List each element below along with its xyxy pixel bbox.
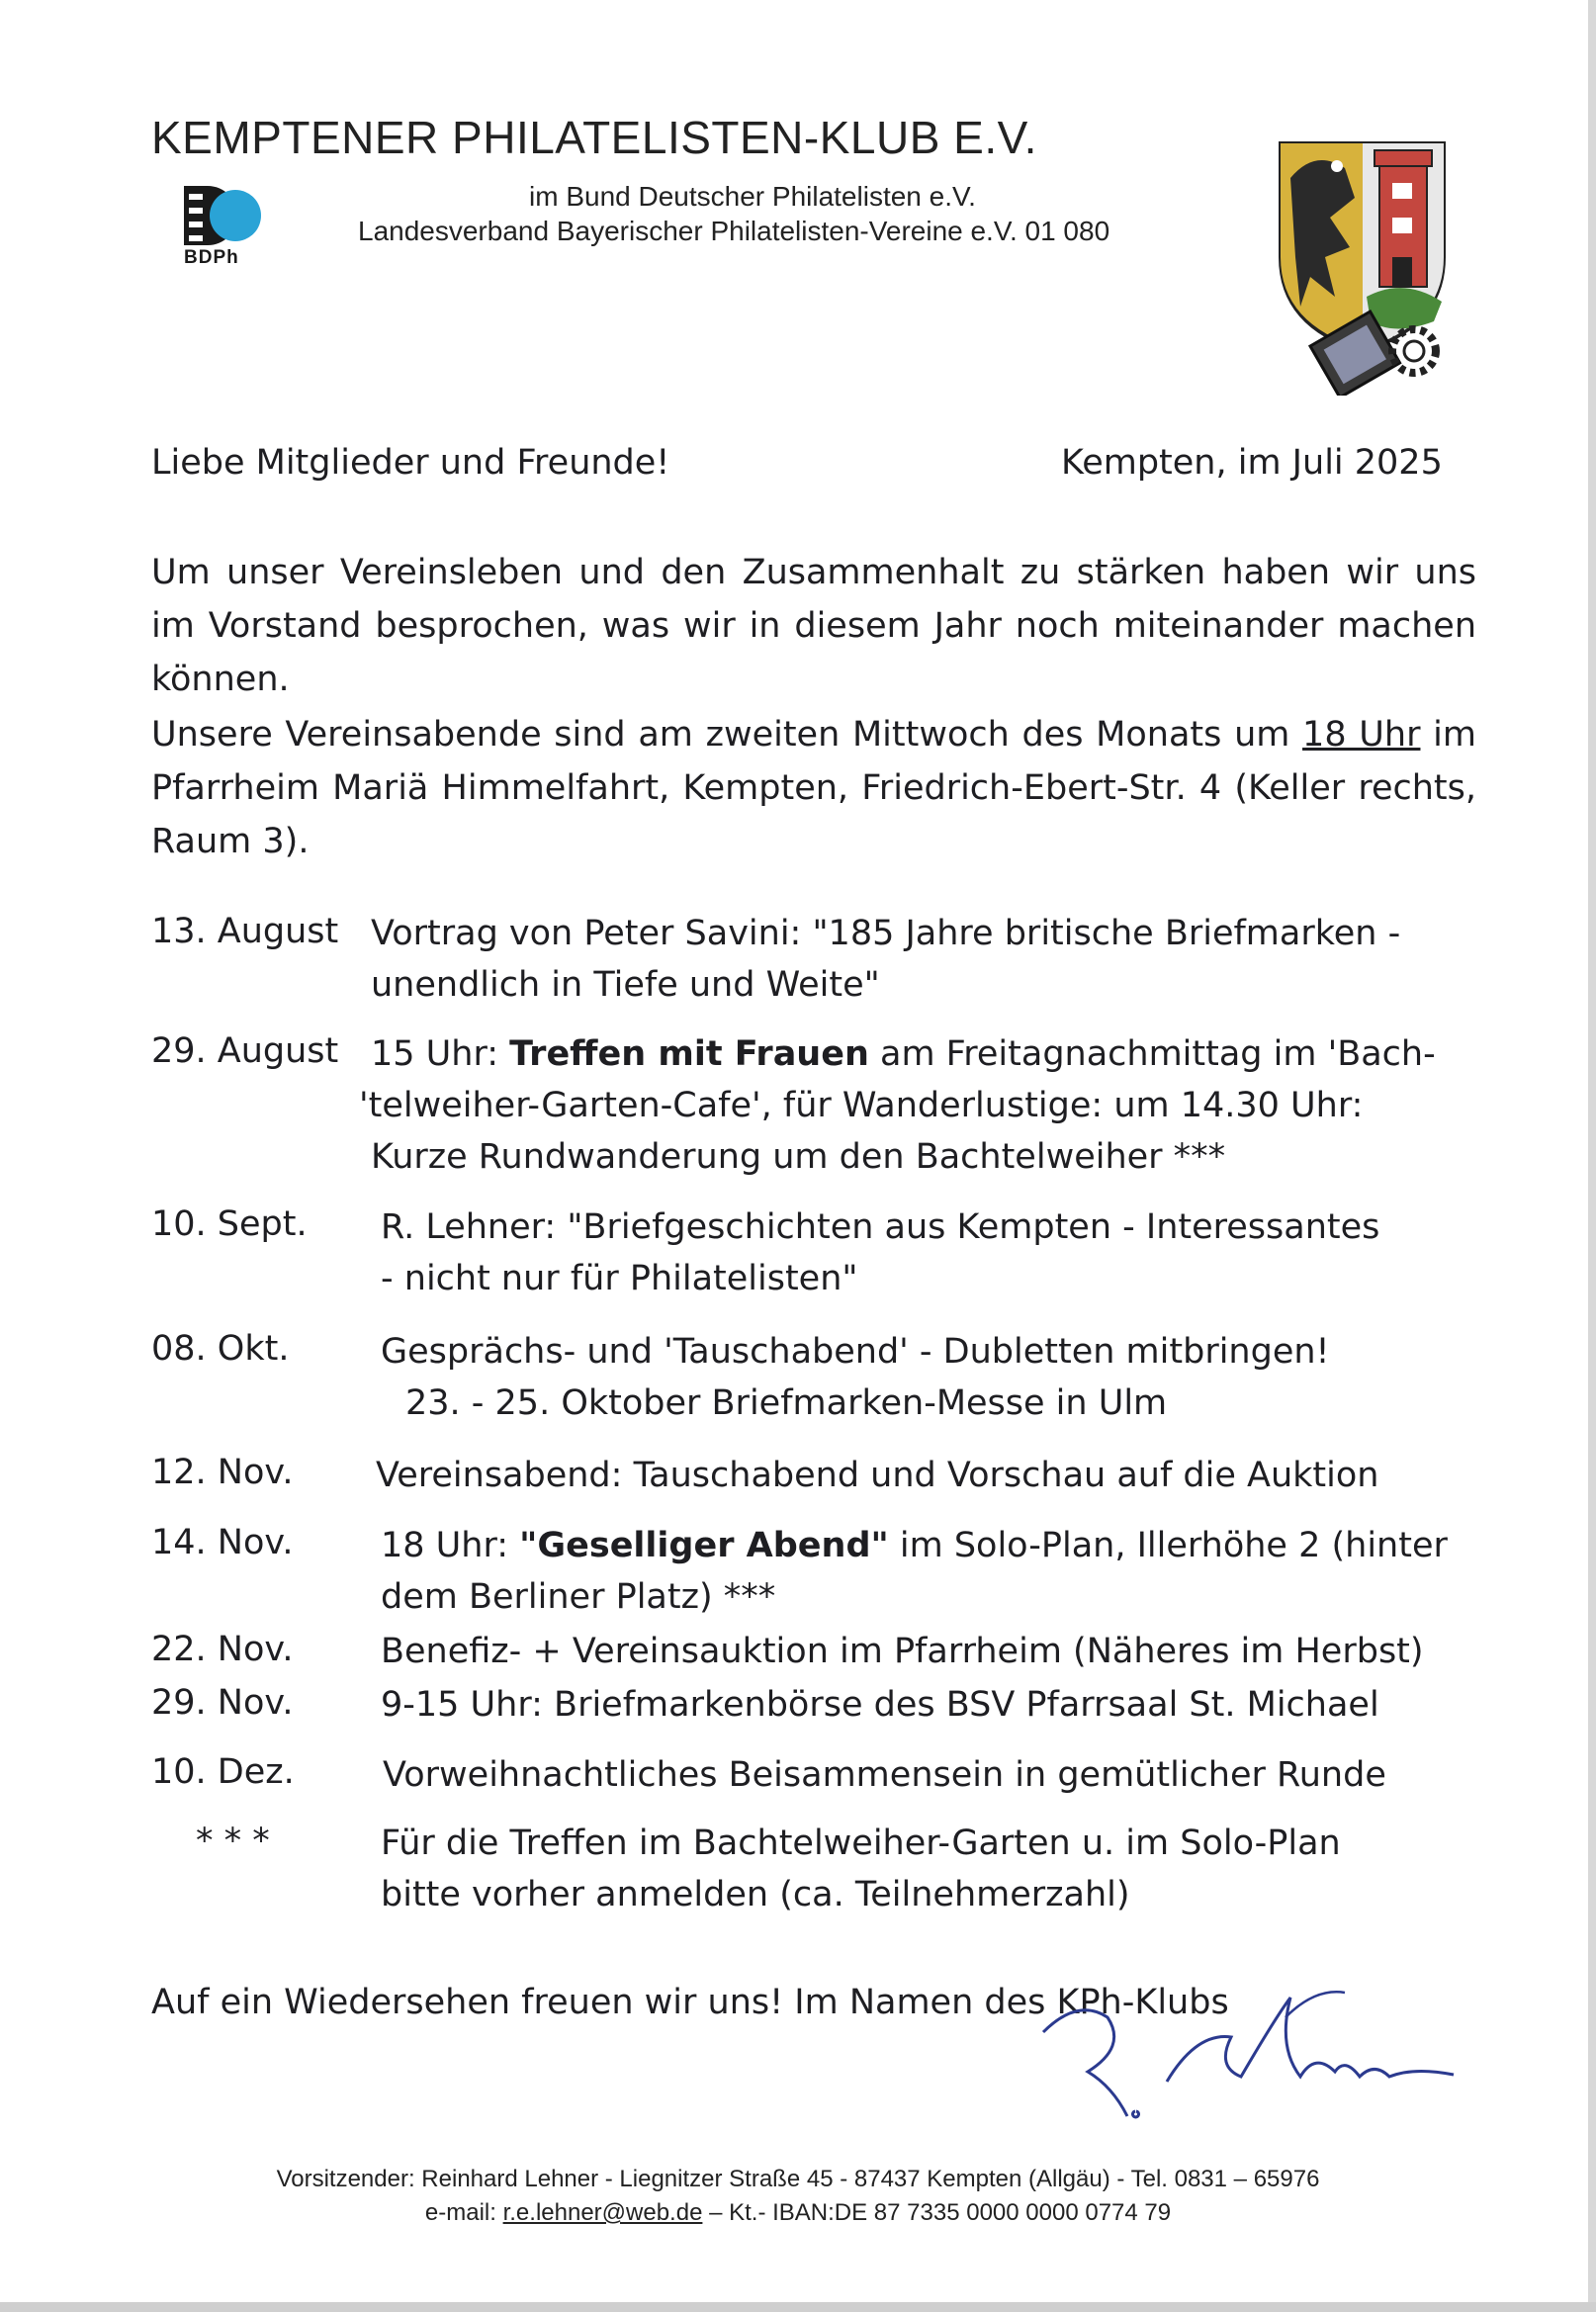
event-text: [381, 1520, 1448, 1623]
scan-edge: [1588, 0, 1596, 2312]
event-line: 23. - 25. Oktober Briefmarken-Messe in Ulm: [405, 1383, 1168, 1423]
event-line: Für die Treffen im Bachtelweiher-Garten u. im Solo-Plan: [381, 1823, 1341, 1863]
event-text: [381, 1201, 1379, 1304]
event-highlight: Treffen mit Frauen: [509, 1034, 869, 1074]
event-line-rest: am Freitagnachmittag im 'Bach-: [868, 1034, 1436, 1074]
event-time: 18 Uhr:: [381, 1526, 520, 1565]
event-line: R. Lehner: "Briefgeschichten aus Kempten - Interessantes: [381, 1207, 1380, 1247]
meeting-info-paragraph: [151, 708, 1476, 868]
event-text: [381, 1679, 1379, 1731]
event-line: Gesprächs- und 'Tauschabend' - Dubletten mitbringen!: [381, 1332, 1330, 1372]
footer-bank: [0, 2199, 1596, 2227]
event-date: 12. Nov.: [151, 1453, 294, 1492]
meeting-time: 18 Uhr: [1302, 715, 1421, 755]
event-time: 15 Uhr:: [371, 1034, 510, 1074]
event-date: 10. Dez.: [151, 1752, 295, 1792]
event-line: Benefiz- + Vereinsauktion im Pfarrheim (Näheres im Herbst): [381, 1632, 1424, 1671]
meeting-info-text: Unsere Vereinsabende sind am zweiten Mittwoch des Monats um: [151, 715, 1303, 755]
scan-bottom-edge: [0, 2302, 1596, 2312]
iban-text: – Kt.- IBAN:DE 87 7335 0000 0000 0774 79: [702, 2199, 1172, 2226]
email-label: e-mail:: [424, 2199, 503, 2226]
event-line-rest: im Solo-Plan, Illerhöhe 2 (hinter: [888, 1526, 1448, 1565]
event-date: 14. Nov.: [151, 1523, 294, 1562]
event-line: Kurze Rundwanderung um den Bachtelweiher ***: [371, 1137, 1226, 1177]
event-date: 08. Okt.: [151, 1329, 290, 1369]
event-line: 'telweiher-Garten-Cafe', für Wanderlustige: um 14.30 Uhr:: [359, 1086, 1364, 1125]
event-line: bitte vorher anmelden (ca. Teilnehmerzahl): [381, 1875, 1130, 1914]
closing-line: Auf ein Wiedersehen freuen wir uns! Im Namen des KPh-Klubs: [151, 1983, 1229, 2022]
event-text: [383, 1749, 1386, 1801]
club-title: KEMPTENER PHILATELISTEN-KLUB E.V.: [151, 112, 1037, 163]
event-line: [371, 1028, 1436, 1080]
event-text: [381, 1326, 1330, 1429]
greeting: Liebe Mitglieder und Freunde!: [151, 443, 670, 483]
event-line: dem Berliner Platz) ***: [381, 1577, 776, 1617]
event-line: 9-15 Uhr: Briefmarkenbörse des BSV Pfarrsaal St. Michael: [381, 1685, 1379, 1725]
signature-icon: [1019, 1978, 1473, 2146]
event-text: [371, 908, 1400, 1011]
event-date: 29. August: [151, 1031, 339, 1071]
event-line: [381, 1520, 1448, 1571]
event-line: Vereinsabend: Tauschabend und Vorschau auf die Auktion: [376, 1456, 1379, 1495]
event-date: * * *: [196, 1822, 270, 1861]
event-line: Vorweihnachtliches Beisammensein in gemütlicher Runde: [383, 1755, 1386, 1795]
event-line: - nicht nur für Philatelisten": [381, 1259, 858, 1298]
meeting-location-text: im Pfarrheim Mariä Himmelfahrt, Kempten, Friedrich-Ebert-Str. 4 (Keller rechts, Raum 3).: [151, 715, 1476, 861]
footer-contact: Vorsitzender: Reinhard Lehner - Liegnitzer Straße 45 - 87437 Kempten (Allgäu) - Tel. 0831 – 65976: [276, 2166, 1320, 2192]
event-date: 22. Nov.: [151, 1630, 294, 1669]
event-date: 13. August: [151, 912, 339, 951]
event-highlight: "Geselliger Abend": [519, 1526, 889, 1565]
event-text: [381, 1626, 1424, 1677]
event-line: unendlich in Tiefe und Weite": [371, 965, 880, 1005]
event-text: [376, 1450, 1378, 1501]
event-text: [381, 1818, 1341, 1920]
event-date: 29. Nov.: [151, 1683, 294, 1723]
intro-paragraph: Um unser Vereinsleben und den Zusammenhalt zu stärken haben wir uns im Vorstand besprochen, was wir in diesem Jahr noch miteinander machen können.: [151, 553, 1476, 699]
coat-of-arms-icon: [1276, 138, 1454, 396]
event-date: 10. Sept.: [151, 1204, 308, 1244]
state-association-line: Landesverband Bayerischer Philatelisten-Vereine e.V. 01 080: [358, 216, 1110, 246]
federation-line: im Bund Deutscher Philatelisten e.V.: [529, 181, 976, 212]
event-line: Vortrag von Peter Savini: "185 Jahre britische Briefmarken -: [371, 914, 1401, 953]
email-link[interactable]: r.e.lehner@web.de: [502, 2199, 703, 2226]
dateline: Kempten, im Juli 2025: [1061, 443, 1443, 483]
bdph-logo-text: BDPh: [184, 247, 239, 268]
event-text: [359, 1028, 1436, 1183]
